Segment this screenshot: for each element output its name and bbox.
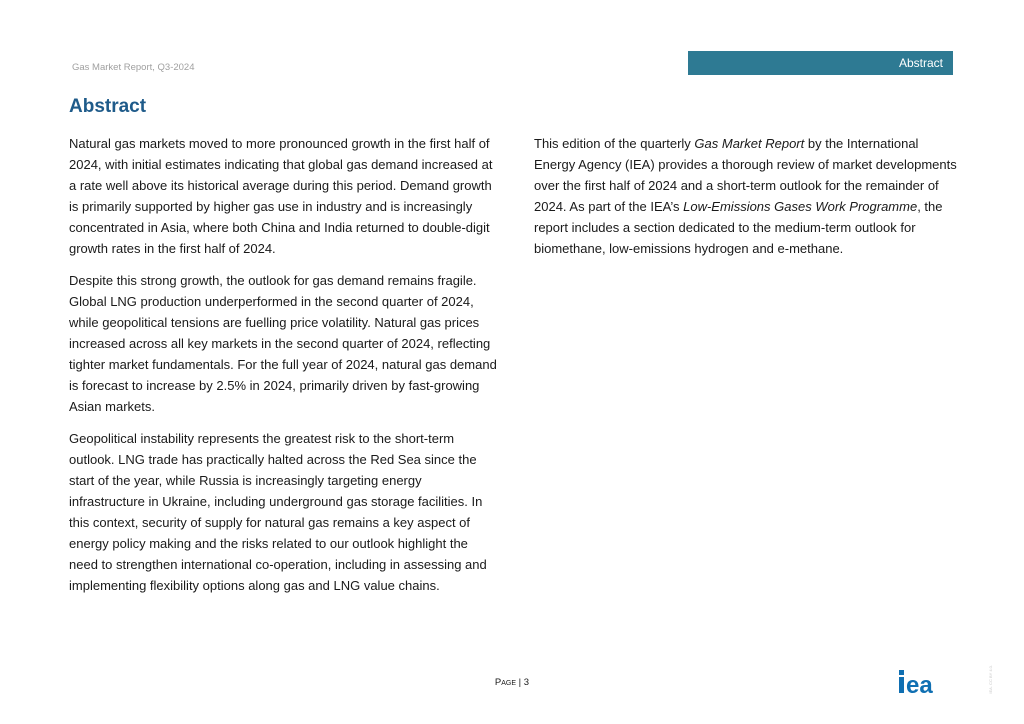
paragraph bbox=[534, 133, 962, 259]
page-separator: | bbox=[516, 677, 524, 688]
programme-title-italic: Low-Emissions Gases Work Programme bbox=[683, 199, 918, 214]
running-head: Gas Market Report, Q3-2024 bbox=[72, 62, 195, 73]
text-run: , the report includes a section dedicated to the medium-term outlook for biomethane, low-emissions hydrogen and e-methane. bbox=[534, 199, 943, 256]
section-tab-label: Abstract bbox=[898, 56, 943, 70]
license-credit: IEA. CC BY 4.0. bbox=[988, 665, 993, 694]
report-title-italic: Gas Market Report bbox=[694, 136, 805, 151]
text-run: by the International Energy Agency (IEA) provides a thorough review of market developments over the first half of 2024 and a short-term outlook for the remainder of 2024. As part of the IEA’s bbox=[534, 136, 957, 214]
page-number bbox=[0, 677, 1024, 688]
text-run: This edition of the quarterly bbox=[534, 136, 695, 151]
page-number-value: 3 bbox=[523, 677, 530, 688]
svg-text:ea: ea bbox=[906, 672, 933, 696]
paragraph: Natural gas markets moved to more pronounced growth in the first half of 2024, with initial estimates indicating that global gas demand increased at a rate well above its historical average during this period. Demand growth is primarily supported by higher gas use in industry and is increasingly concentrated in Asia, where both China and India returned to double-digit growth rates in the first half of 2024. bbox=[69, 136, 493, 256]
paragraph: Despite this strong growth, the outlook for gas demand remains fragile. Global LNG production underperformed in the second quarter of 2024, while geopolitical tensions are fuelling price volatility. Natural gas prices increased across all key markets in the second quarter of 2024, reflecting tighter market fundamentals. For the full year of 2024, natural gas demand is forecast to increase by 2.5% in 2024, primarily driven by fast-growing Asian markets. bbox=[69, 273, 497, 414]
page-title: Abstract bbox=[69, 96, 147, 117]
left-column bbox=[69, 133, 499, 607]
iea-logo bbox=[898, 668, 956, 696]
page-word: Page bbox=[494, 677, 517, 688]
paragraph: Geopolitical instability represents the greatest risk to the short-term outlook. LNG trade has practically halted across the Red Sea since the start of the year, while Russia is increasingly targeting energy infrastructure in Ukraine, including underground gas storage facilities. In this context, security of supply for natural gas remains a key aspect of energy policy making and the risks related to our outlook highlight the need to strengthen international co-operation, including in assessing and implementing flexibility options along gas and LNG value chains. bbox=[69, 431, 487, 593]
section-tab bbox=[688, 51, 953, 75]
right-column bbox=[534, 133, 962, 270]
